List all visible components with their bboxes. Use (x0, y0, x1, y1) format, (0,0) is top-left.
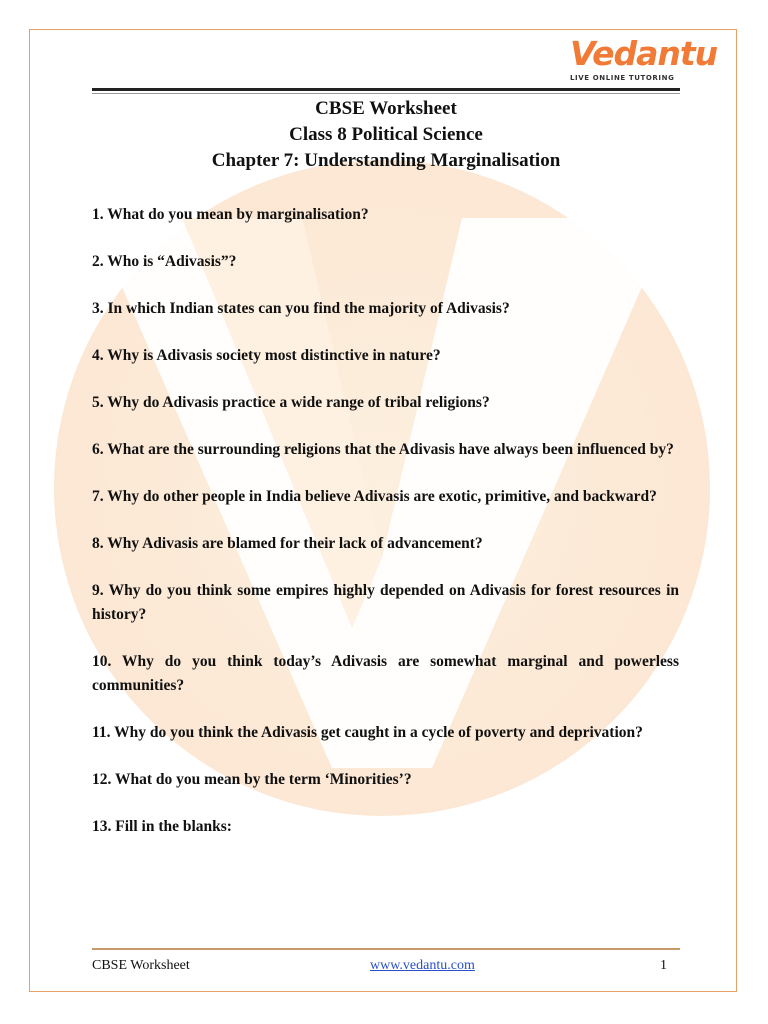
header-rule-thin (92, 93, 680, 94)
question-item: 5. Why do Adivasis practice a wide range of tribal religions? (92, 394, 490, 411)
question-item: 10. Why do you think today’s Adivasis are somewhat marginal and powerless communities? (92, 653, 679, 694)
question-item: 7. Why do other people in India believe Adivasis are exotic, primitive, and backward? (92, 488, 657, 505)
title-line-3: Chapter 7: Understanding Marginalisation (211, 150, 561, 171)
question-list (92, 203, 679, 862)
footer-rule (92, 948, 680, 950)
question-item: 9. Why do you think some empires highly depended on Adivasis for forest resources in history? (92, 582, 679, 623)
question-item: 3. In which Indian states can you find the majority of Adivasis? (92, 300, 510, 317)
question-item: 11. Why do you think the Adivasis get caught in a cycle of poverty and deprivation? (92, 724, 643, 741)
vedantu-logo (560, 34, 718, 86)
worksheet-title (92, 96, 680, 174)
question-item: 2. Who is “Adivasis”? (92, 253, 237, 270)
question-item: 6. What are the surrounding religions that the Adivasis have always been influenced by? (92, 441, 674, 458)
footer-label: CBSE Worksheet (92, 958, 190, 973)
question-item: 8. Why Adivasis are blamed for their lack of advancement? (92, 535, 483, 552)
question-item: 1. What do you mean by marginalisation? (92, 206, 369, 223)
logo-wordmark: Vedantu (570, 34, 718, 73)
logo-tagline: LIVE ONLINE TUTORING (570, 74, 675, 82)
title-line-2: Class 8 Political Science (289, 124, 483, 145)
question-item: 12. What do you mean by the term ‘Minorities’? (92, 771, 412, 788)
question-item: 4. Why is Adivasis society most distinctive in nature? (92, 347, 441, 364)
title-line-1: CBSE Worksheet (315, 98, 457, 119)
page-number: 1 (660, 958, 667, 973)
header-rule (92, 88, 680, 91)
question-item: 13. Fill in the blanks: (92, 818, 232, 835)
footer-website-link[interactable]: www.vedantu.com (370, 958, 475, 973)
